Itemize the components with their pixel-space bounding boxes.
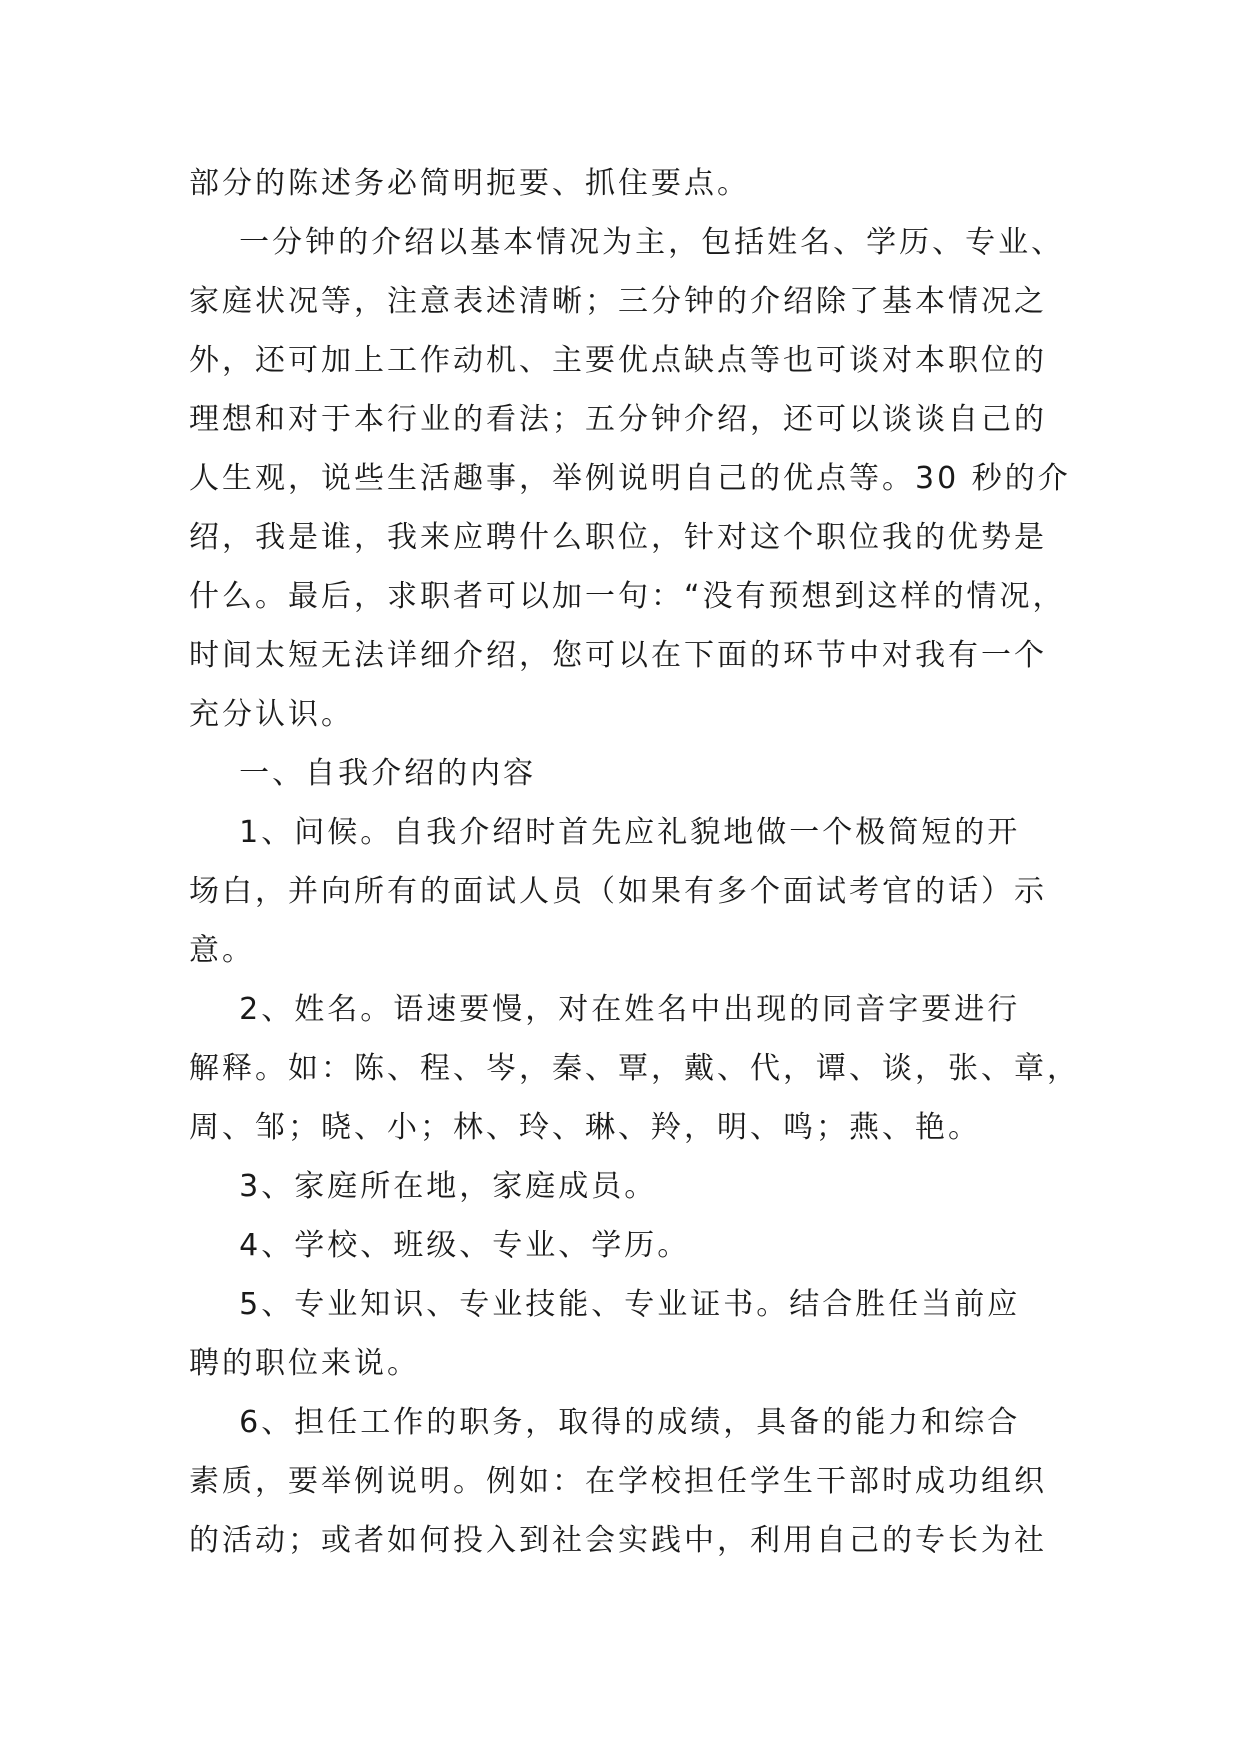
- text-line: 理想和对于本行业的看法；五分钟介绍，还可以谈谈自己的: [189, 402, 1047, 437]
- text-line: 素质，要举例说明。例如：在学校担任学生干部时成功组织: [189, 1464, 1047, 1499]
- text-line: 绍，我是谁，我来应聘什么职位，针对这个职位我的优势是: [189, 520, 1047, 555]
- text-line: 3、家庭所在地，家庭成员。: [189, 1169, 658, 1204]
- paragraph: [189, 1393, 1069, 1570]
- paragraph: [189, 213, 1069, 744]
- text-line: 聘的职位来说。: [189, 1346, 420, 1381]
- paragraph: [189, 803, 1069, 980]
- text-line: 场白，并向所有的面试人员（如果有多个面试考官的话）示: [189, 874, 1047, 909]
- paragraph: [189, 1216, 1069, 1275]
- text-line: 1、问候。自我介绍时首先应礼貌地做一个极简短的开: [189, 815, 1021, 850]
- text-line: 的活动；或者如何投入到社会实践中，利用自己的专长为社: [189, 1523, 1047, 1558]
- document-body: [189, 154, 1080, 1570]
- text-line: 什么。最后，求职者可以加一句：“没有预想到这样的情况，: [189, 579, 1066, 614]
- text-line: 2、姓名。语速要慢，对在姓名中出现的同音字要进行: [189, 992, 1021, 1027]
- paragraph: [189, 154, 1069, 213]
- text-line: 意。: [189, 933, 255, 968]
- text-line: 解释。如：陈、程、岑，秦、覃，戴、代，谭、谈，张、章，: [189, 1051, 1080, 1086]
- text-line: 时间太短无法详细介绍，您可以在下面的环节中对我有一个: [189, 638, 1047, 673]
- text-line: 一、自我介绍的内容: [189, 756, 537, 791]
- text-line: 周、邹；晓、小；林、玲、琳、羚，明、鸣；燕、艳。: [189, 1110, 981, 1145]
- text-line: 外，还可加上工作动机、主要优点缺点等也可谈对本职位的: [189, 343, 1047, 378]
- paragraph: [189, 1275, 1069, 1393]
- text-line: 家庭状况等，注意表述清晰；三分钟的介绍除了基本情况之: [189, 284, 1047, 319]
- text-line: 6、担任工作的职务，取得的成绩，具备的能力和综合: [189, 1405, 1021, 1440]
- text-line: 5、专业知识、专业技能、专业证书。结合胜任当前应: [189, 1287, 1021, 1322]
- paragraph: [189, 1157, 1069, 1216]
- text-line: 人生观，说些生活趣事，举例说明自己的优点等。30 秒的介: [189, 461, 1071, 496]
- text-line: 部分的陈述务必简明扼要、抓住要点。: [189, 166, 750, 201]
- text-line: 一分钟的介绍以基本情况为主，包括姓名、学历、专业、: [189, 225, 1065, 260]
- text-line: 4、学校、班级、专业、学历。: [189, 1228, 691, 1263]
- paragraph: [189, 980, 1080, 1157]
- text-line: 充分认识。: [189, 697, 354, 732]
- paragraph: [189, 744, 1069, 803]
